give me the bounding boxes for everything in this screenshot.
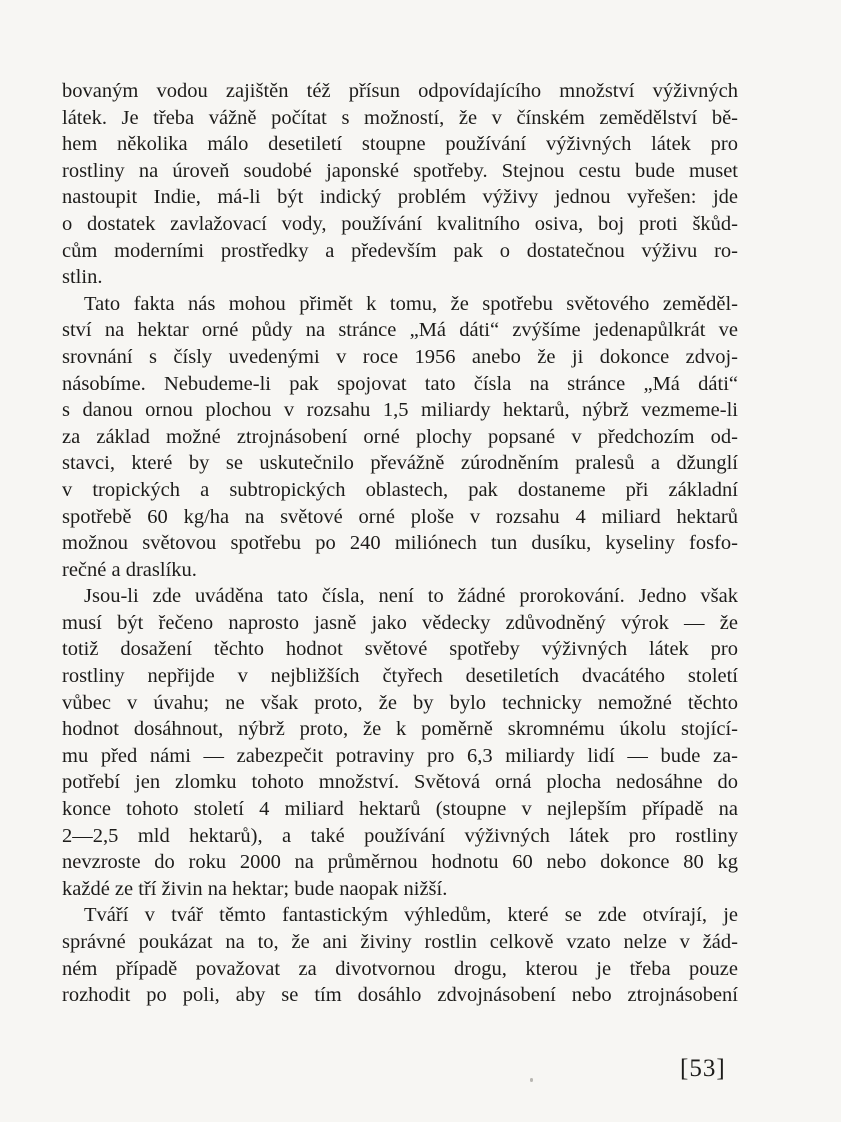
text-line: s danou ornou plochou v rozsahu 1,5 miliardy hektarů, nýbrž vezmeme-li	[62, 399, 738, 422]
text-line: Tváří v tvář těmto fantastickým výhledům, které se zde otvírají, je	[84, 904, 738, 927]
text-line: spotřebě 60 kg/ha na světové orné ploše v rozsahu 4 miliard hektarů	[62, 505, 738, 528]
text-line: nevzroste do roku 2000 na průměrnou hodnotu 60 nebo dokonce 80 kg	[62, 851, 738, 874]
text-line: srovnání s čísly uvedenými v roce 1956 anebo že ji dokonce zdvoj-	[62, 345, 738, 368]
text-line: rečné a draslíku.	[62, 558, 197, 581]
page-number: [53]	[680, 1055, 726, 1082]
text-line: ném případě považovat za divotvornou drogu, kterou je třeba pouze	[62, 957, 738, 980]
text-line: násobíme. Nebudeme-li pak spojovat tato čísla na stránce „Má dáti“	[62, 372, 738, 395]
text-line: rozhodit po poli, aby se tím dosáhlo zdvojnásobení nebo ztrojnásobení	[62, 984, 738, 1007]
text-line: vůbec v úvahu; ne však proto, že by bylo technicky nemožné těchto	[62, 691, 738, 714]
speck-mark	[530, 1078, 533, 1082]
text-line: 2—2,5 mld hektarů), a také používání výživných látek pro rostliny	[62, 824, 738, 847]
text-line: Jsou-li zde uváděna tato čísla, není to žádné prorokování. Jedno však	[84, 585, 738, 608]
text-line: konce tohoto století 4 miliard hektarů (stoupne v nejlepším případě na	[62, 798, 738, 821]
text-line: rostliny na úroveň soudobé japonské spotřeby. Stejnou cestu bude muset	[62, 159, 738, 182]
text-line: musí být řečeno naprosto jasně jako vědecky zdůvodněný výrok — že	[62, 611, 738, 634]
text-line: látek. Je třeba vážně počítat s možností, že v čínském zemědělství bě-	[62, 106, 738, 129]
text-line: hem několika málo desetiletí stoupne používání výživných látek pro	[62, 133, 738, 156]
text-line: nastoupit Indie, má-li být indický problém výživy jednou vyřešen: jde	[62, 186, 738, 209]
text-line: za základ možné ztrojnásobení orné plochy popsané v předchozím od-	[62, 425, 738, 448]
text-line: mu před námi — zabezpečit potraviny pro 6,3 miliardy lidí — bude za-	[62, 744, 738, 767]
paragraph-4	[62, 902, 738, 1008]
text-line: rostliny nepřijde v nejbližších čtyřech desetiletích dvacátého století	[62, 665, 738, 688]
text-line: každé ze tří živin na hektar; bude naopak nižší.	[62, 877, 448, 900]
text-line: bovaným vodou zajištěn též přísun odpovídajícího množství výživných	[62, 80, 738, 102]
text-line: ství na hektar orné půdy na stránce „Má dáti“ zvýšíme jedenapůlkrát ve	[62, 319, 738, 342]
paragraph-2	[62, 291, 738, 584]
text-line: hodnot dosáhnout, nýbrž proto, že k poměrně skromnému úkolu stojící-	[62, 718, 738, 741]
paragraph-3	[62, 583, 738, 902]
text-line: o dostatek zavlažovací vody, používání kvalitního osiva, boj proti škůd-	[62, 212, 738, 235]
text-line: cům moderními prostředky a především pak o dostatečnou výživu ro-	[62, 239, 738, 262]
text-line: v tropických a subtropických oblastech, pak dostaneme při základní	[62, 478, 738, 501]
text-line: stlin.	[62, 266, 103, 289]
text-line: totiž dosažení těchto hodnot světové spotřeby výživných látek pro	[62, 638, 738, 661]
paragraph-1	[62, 78, 738, 291]
body-text	[62, 78, 738, 1009]
text-line: možnou světovou spotřebu po 240 miliónech tun dusíku, kyseliny fosfo-	[62, 532, 738, 555]
text-line: potřebí jen zlomku tohoto množství. Světová orná plocha nedosáhne do	[62, 771, 738, 794]
text-line: stavci, které by se uskutečnilo převážně zúrodněním pralesů a džunglí	[62, 452, 738, 475]
text-line: správné poukázat na to, že ani živiny rostlin celkově vzato nelze v žád-	[62, 931, 738, 953]
text-line: Tato fakta nás mohou přimět k tomu, že spotřebu světového zeměděl-	[84, 292, 738, 315]
